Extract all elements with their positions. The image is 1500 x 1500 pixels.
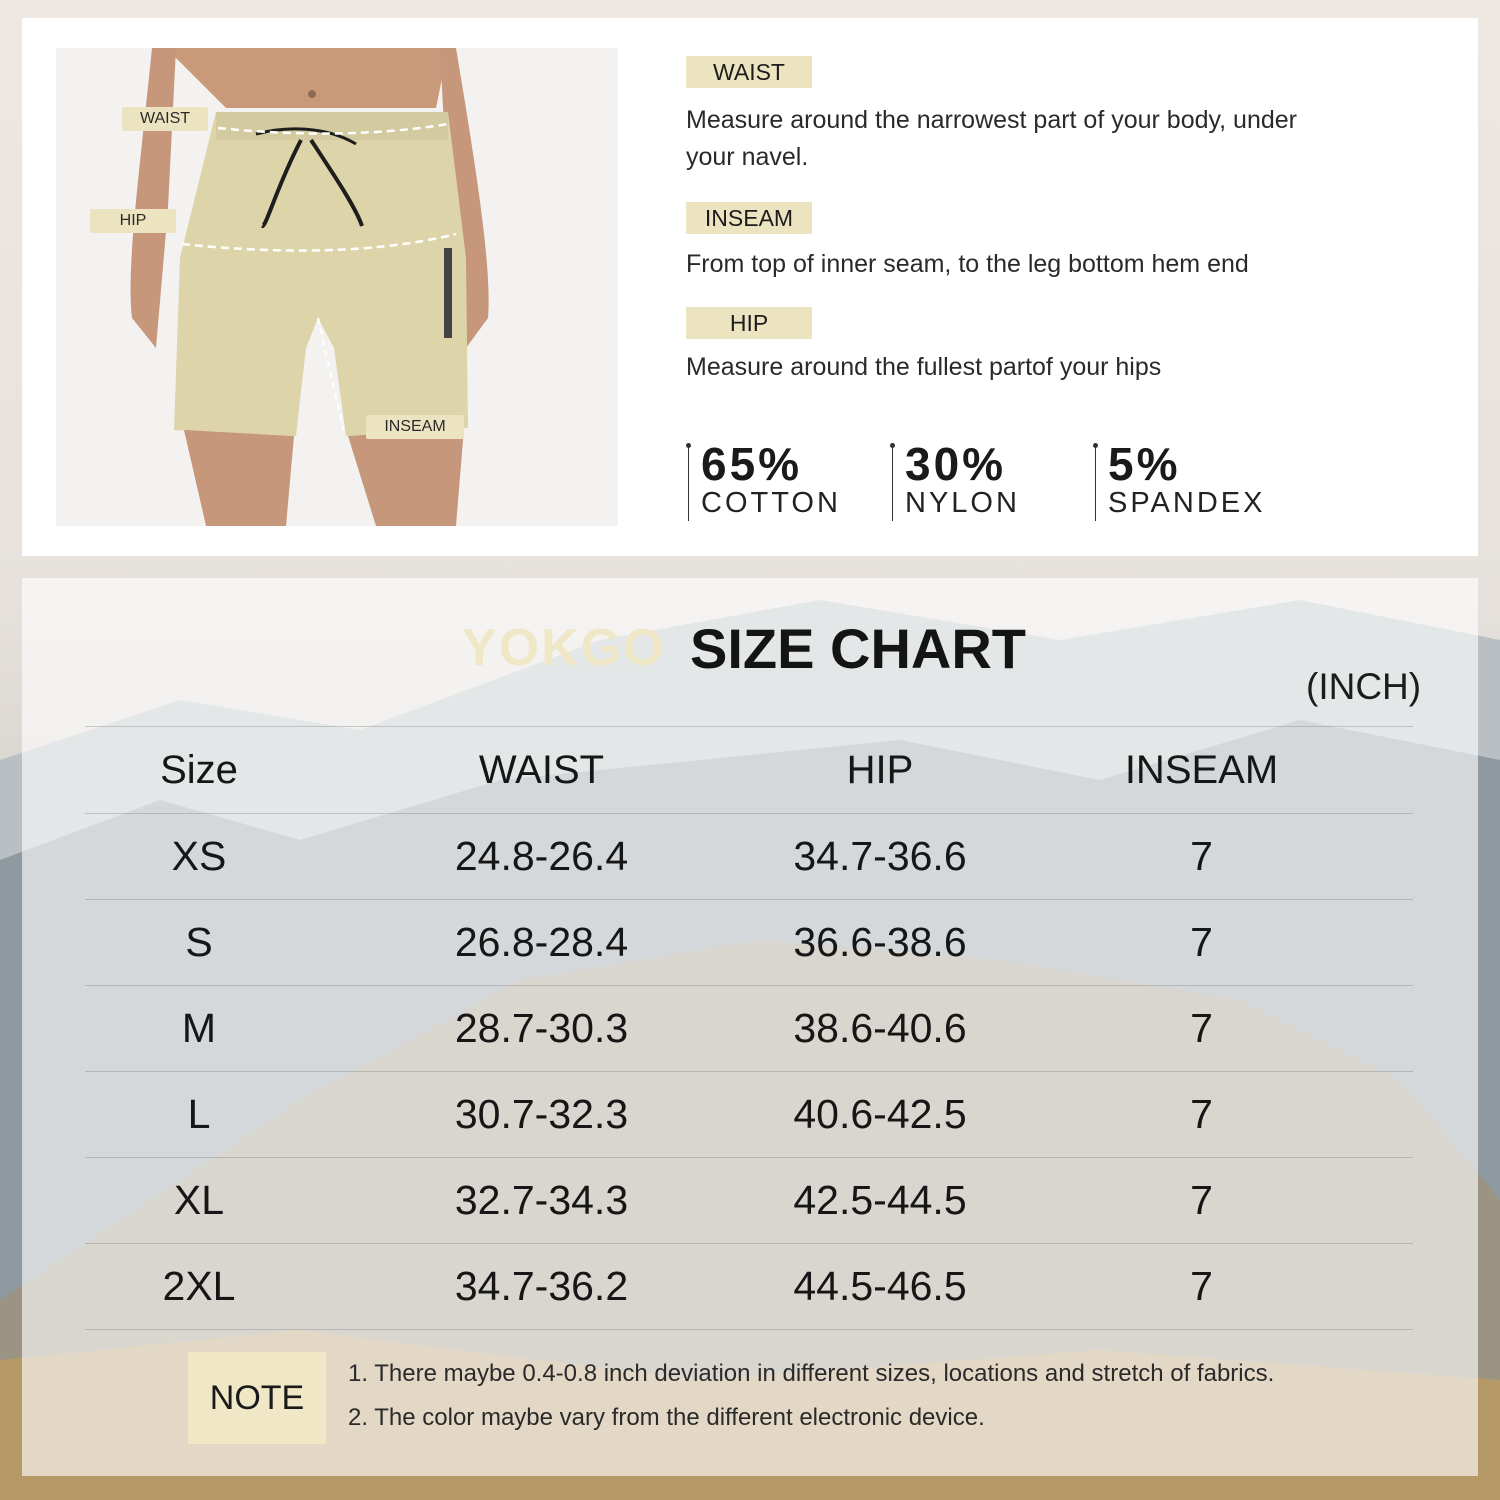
cell-size: M xyxy=(85,986,313,1072)
fabric-nylon-material: NYLON xyxy=(905,487,1020,519)
cell-hip: 34.7-36.6 xyxy=(770,814,990,900)
fabric-cotton-percent: 65% xyxy=(701,438,803,490)
note-line-2: 2. The color maybe vary from the different electronic device. xyxy=(348,1404,985,1431)
cell-inseam: 7 xyxy=(990,986,1413,1072)
cell-hip: 44.5-46.5 xyxy=(770,1244,990,1330)
cell-hip: 36.6-38.6 xyxy=(770,900,990,986)
fabric-cotton-material: COTTON xyxy=(701,487,841,519)
cell-inseam: 7 xyxy=(990,900,1413,986)
size-chart-panel xyxy=(22,578,1478,1476)
cell-inseam: 7 xyxy=(990,1244,1413,1330)
cell-size: S xyxy=(85,900,313,986)
shorts-model-photo xyxy=(56,48,618,526)
fabric-spandex-percent: 5% xyxy=(1108,438,1181,490)
unit-label: (INCH) xyxy=(1306,666,1422,707)
cell-size: L xyxy=(85,1072,313,1158)
cell-waist: 30.7-32.3 xyxy=(313,1072,770,1158)
cell-size: XL xyxy=(85,1158,313,1244)
table-row xyxy=(85,986,1413,1072)
cell-hip: 42.5-44.5 xyxy=(770,1158,990,1244)
cell-waist: 24.8-26.4 xyxy=(313,814,770,900)
photo-tag-hip: HIP xyxy=(90,209,176,233)
header-size: Size xyxy=(85,727,313,814)
measure-hip-text: Measure around the fullest partof your hips xyxy=(686,353,1162,381)
note-badge: NOTE xyxy=(188,1352,326,1444)
cell-hip: 40.6-42.5 xyxy=(770,1072,990,1158)
photo-tag-waist: WAIST xyxy=(122,107,208,131)
brand-logo: YOKGO xyxy=(462,619,666,677)
note-line-1: 1. There maybe 0.4-0.8 inch deviation in different sizes, locations and stretch of fabrics. xyxy=(348,1360,1275,1387)
table-row xyxy=(85,900,1413,986)
measure-hip xyxy=(686,307,1406,386)
table-row xyxy=(85,1158,1413,1244)
header-waist: WAIST xyxy=(313,727,770,814)
table-row xyxy=(85,1244,1413,1330)
measure-inseam xyxy=(686,202,1406,283)
table-row xyxy=(85,814,1413,900)
cell-waist: 26.8-28.4 xyxy=(313,900,770,986)
fabric-cotton xyxy=(688,438,889,521)
header-hip: HIP xyxy=(770,727,990,814)
measure-inseam-text: From top of inner seam, to the leg bottom hem end xyxy=(686,250,1249,278)
fabric-spandex xyxy=(1095,438,1296,521)
cell-size: 2XL xyxy=(85,1244,313,1330)
cell-waist: 28.7-30.3 xyxy=(313,986,770,1072)
cell-inseam: 7 xyxy=(990,1158,1413,1244)
photo-tag-inseam: INSEAM xyxy=(366,415,464,439)
measure-inseam-label: INSEAM xyxy=(686,202,812,234)
fabric-nylon-percent: 30% xyxy=(905,438,1007,490)
size-chart-title: SIZE CHART xyxy=(690,617,1026,680)
table-header-row xyxy=(85,727,1413,814)
cell-size: XS xyxy=(85,814,313,900)
cell-hip: 38.6-40.6 xyxy=(770,986,990,1072)
fabric-spandex-material: SPANDEX xyxy=(1108,487,1266,519)
measure-waist-label: WAIST xyxy=(686,56,812,88)
size-table xyxy=(85,726,1413,1330)
cell-waist: 34.7-36.2 xyxy=(313,1244,770,1330)
measure-waist xyxy=(686,56,1406,176)
header-inseam: INSEAM xyxy=(990,727,1413,814)
cell-inseam: 7 xyxy=(990,1072,1413,1158)
measure-hip-label: HIP xyxy=(686,307,812,339)
measurement-guide-panel xyxy=(22,18,1478,556)
cell-inseam: 7 xyxy=(990,814,1413,900)
fabric-nylon xyxy=(892,438,1093,521)
measure-waist-text: Measure around the narrowest part of your body, under your navel. xyxy=(686,106,1297,171)
table-row xyxy=(85,1072,1413,1158)
cell-waist: 32.7-34.3 xyxy=(313,1158,770,1244)
